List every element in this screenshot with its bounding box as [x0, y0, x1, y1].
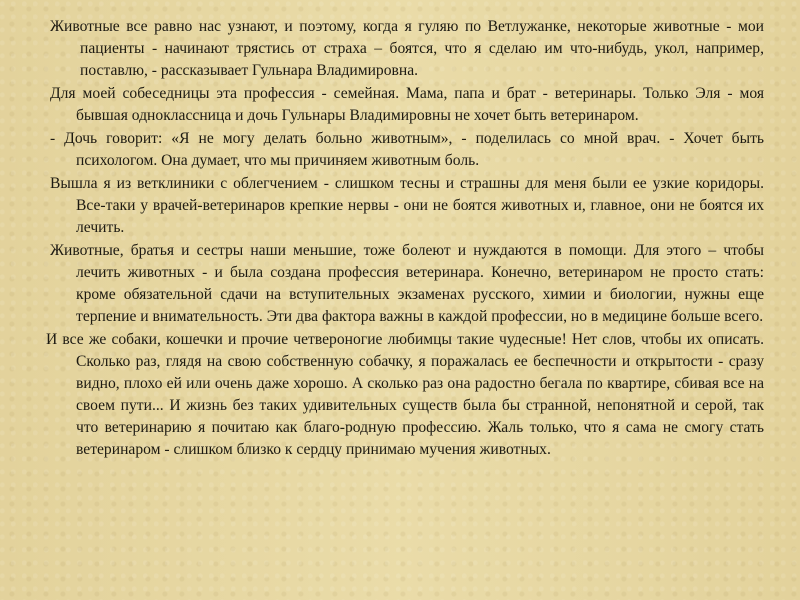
paragraph-2: Для моей собеседницы эта профессия - семейная. Мама, папа и брат - ветеринары. Только Эля - моя бывшая одноклассница и дочь Гульнары Владимировны не хочет быть ветеринаром. [50, 85, 764, 124]
paragraph-3: - Дочь говорит: «Я не могу делать больно животным», - поделилась со мной врач. - Хочет быть психологом. Она думает, что мы причиняем животным боль. [50, 130, 764, 169]
paragraph-5: Животные, братья и сестры наши меньшие, тоже болеют и нуждаются в помощи. Для этого – чтобы лечить животных - и была создана профессия ветеринара. Конечно, ветеринаром не просто стать: кроме обязательной сдачи на вступительных экзаменах русского, химии и биологии, нужны еще терпение и внимательность. Эти два фактора важны в каждой профессии, но в медицине больше всего. [50, 242, 764, 325]
paragraph-4: Вышла я из ветклиники с облегчением - слишком тесны и страшны для меня были ее узкие коридоры. Все-таки у врачей-ветеринаров крепкие нервы - они не боятся животных и, главное, они не боятся их лечить. [50, 175, 764, 236]
paragraph-6: И все же собаки, кошечки и прочие четвероногие любимцы такие чудесные! Нет слов, чтобы их описать. Сколько раз, глядя на свою собственную собачку, я поражалась ее беспечности и открытости - сразу видно, плохо ей или очень даже хорошо. А сколько раз она радостно бегала по квартире, сбивая все на своем пути... И жизнь без таких удивительных существ была бы странной, непонятной и серой, так что ветеринарию я почитаю как благо-родную профессию. Жаль только, что я сама не смогу стать ветеринаром - слишком близко к сердцу принимаю мучения животных. [46, 331, 764, 458]
paragraph-1: Животные все равно нас узнают, и поэтому, когда я гуляю по Ветлужанке, некоторые животные - мои пациенты - начинают трястись от страха – боятся, что я сделаю им что-нибудь, укол, например, поставлю, - рассказывает Гульнара Владимировна. [50, 18, 764, 79]
